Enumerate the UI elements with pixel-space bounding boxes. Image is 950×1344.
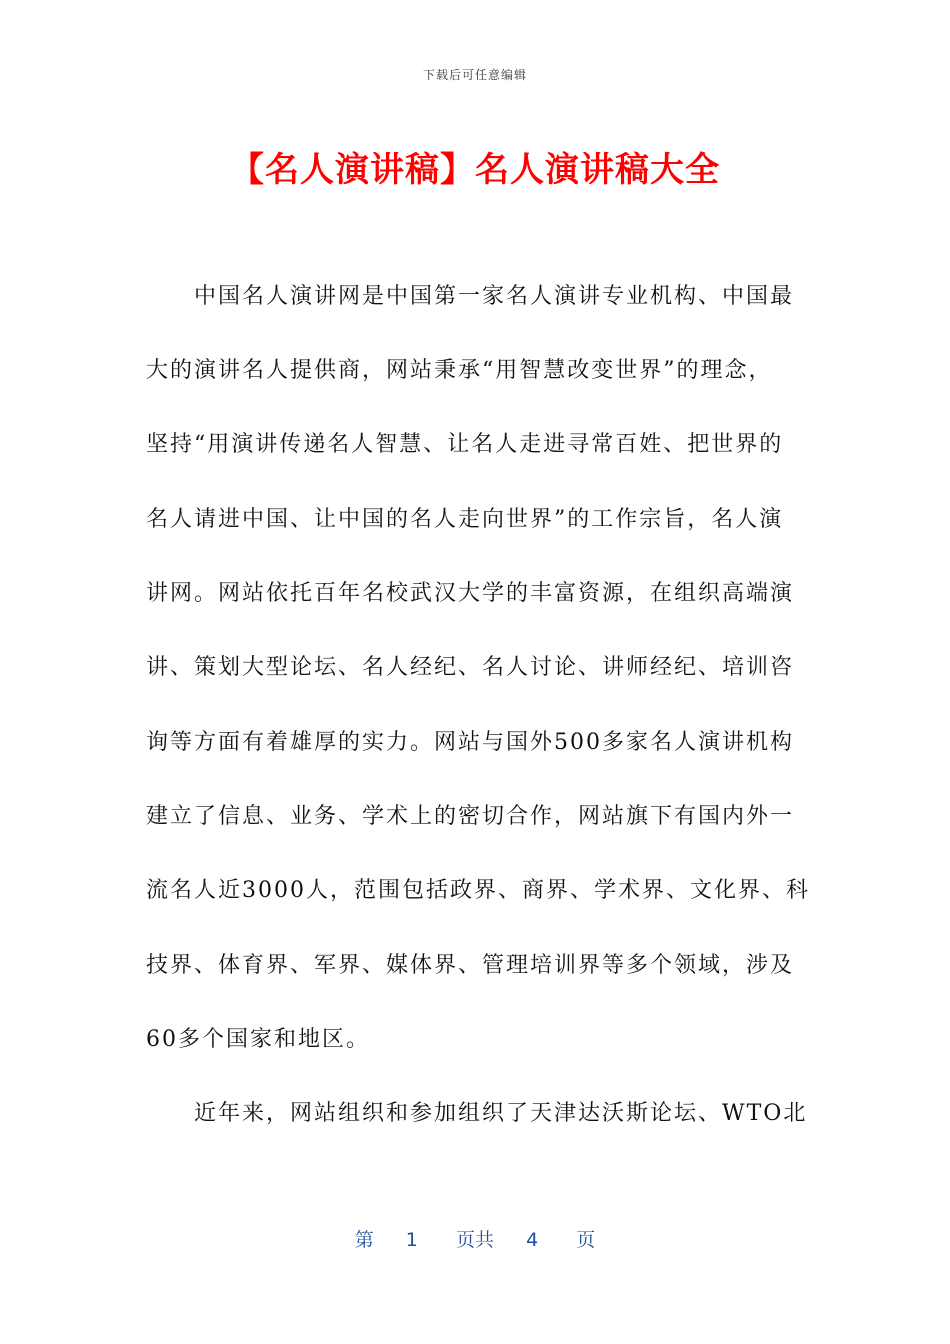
body-line: 讲网。网站依托百年名校武汉大学的丰富资源，在组织高端演 bbox=[146, 581, 795, 606]
body-line: 中国名人演讲网是中国第一家名人演讲专业机构、中国最 bbox=[146, 284, 795, 309]
footer-current-page: 1 bbox=[405, 1229, 418, 1251]
footer-middle: 页共 bbox=[455, 1229, 494, 1251]
body-line: 讲、策划大型论坛、名人经纪、名人讨论、讲师经纪、培训咨 bbox=[146, 655, 795, 680]
body-line: 技界、体育界、军界、媒体界、管理培训界等多个领域，涉及 bbox=[146, 953, 795, 978]
body-line: 坚持“用演讲传递名人智慧、让名人走进寻常百姓、把世界的 bbox=[146, 432, 784, 457]
header-note: 下载后可任意编辑 bbox=[422, 68, 527, 82]
footer-suffix: 页 bbox=[576, 1229, 596, 1251]
document-title: 【名人演讲稿】名人演讲稿大全 bbox=[230, 150, 720, 190]
body-line: 近年来，网站组织和参加组织了天津达沃斯论坛、WTO北 bbox=[146, 1101, 808, 1126]
body-line: 询等方面有着雄厚的实力。网站与国外500多家名人演讲机构 bbox=[146, 730, 794, 755]
footer-prefix: 第 bbox=[354, 1229, 374, 1251]
page-footer bbox=[0, 1225, 950, 1252]
body-line: 60多个国家和地区。 bbox=[146, 1027, 370, 1052]
body-line: 流名人近3000人，范围包括政界、商界、学术界、文化界、科 bbox=[146, 878, 810, 903]
body-line: 大的演讲名人提供商，网站秉承“用智慧改变世界”的理念， bbox=[146, 358, 773, 383]
body-line: 建立了信息、业务、学术上的密切合作，网站旗下有国内外一 bbox=[146, 804, 795, 829]
body-line: 名人请进中国、让中国的名人走向世界”的工作宗旨，名人演 bbox=[146, 507, 784, 532]
footer-total-pages: 4 bbox=[526, 1229, 539, 1251]
